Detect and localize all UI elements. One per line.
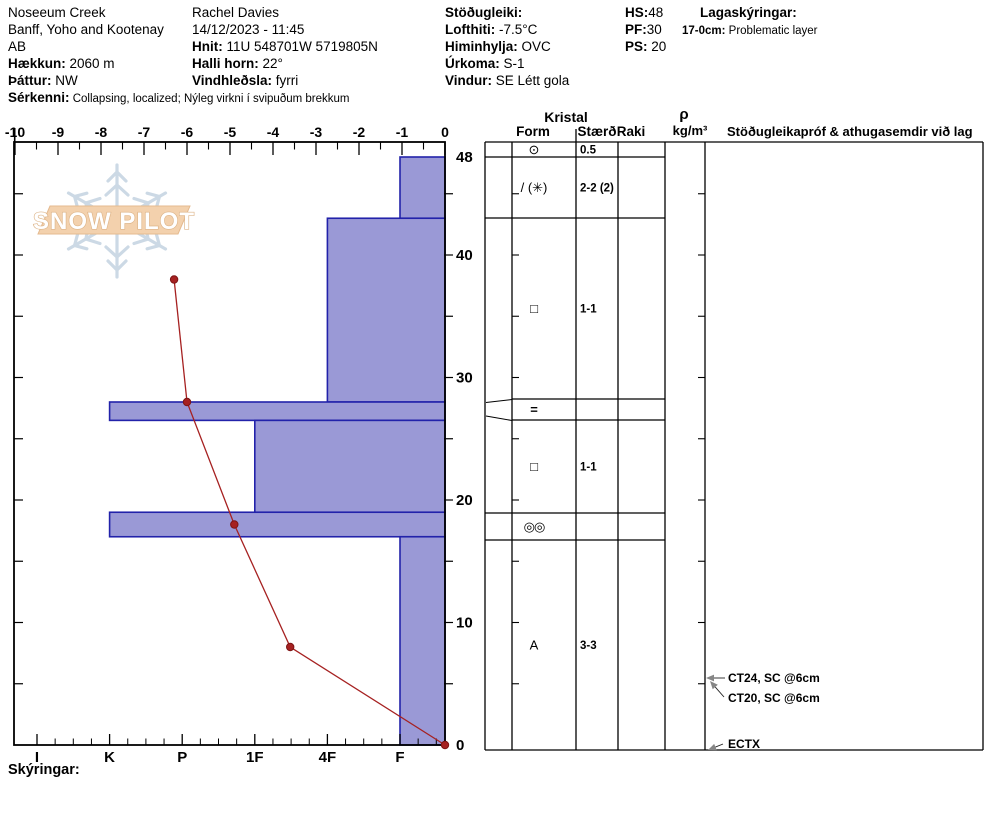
- header-field: [445, 38, 551, 55]
- hardness-tick-label: P: [177, 749, 188, 766]
- header-field-value: 2060 m: [65, 56, 115, 71]
- grain-form-symbol: □: [530, 301, 538, 316]
- header-field: [682, 21, 818, 40]
- hardness-tick-label: F: [395, 749, 405, 766]
- grain-size: 2-2 (2): [580, 182, 614, 195]
- header-field-value: NW: [51, 73, 78, 88]
- header-field-label: Sérkenni:: [8, 90, 70, 105]
- header-field-value: fyrri: [272, 73, 299, 88]
- stability-test-label: CT20, SC @6cm: [728, 691, 820, 705]
- header-field-label: Hækkun:: [8, 56, 66, 71]
- header-field-value: 30: [646, 22, 662, 37]
- header-field: [192, 55, 283, 72]
- table-header-kristal: Kristal: [544, 109, 588, 125]
- temperature-point: [441, 741, 448, 748]
- header-field-value: Collapsing, localized; Nýleg virkni í svipuðum brekkum: [69, 93, 350, 105]
- height-tick-label: 40: [456, 247, 473, 264]
- flare-line-bottom: [486, 416, 512, 421]
- grain-form-symbol: ⊙: [528, 142, 540, 157]
- temperature-point: [287, 643, 294, 650]
- grain-form-symbol: =: [530, 402, 538, 417]
- header-field-value: S-1: [499, 56, 525, 71]
- layer-bar-3: [255, 420, 445, 512]
- header-field: [8, 38, 26, 55]
- table-header-staerd: Stærð: [577, 124, 617, 139]
- layer-bar-2: [110, 402, 445, 420]
- layer-bar-1: [327, 218, 445, 402]
- grain-size: 1-1: [580, 461, 597, 474]
- header-field-value: Noseeum Creek: [8, 5, 106, 20]
- temp-tick-label: -3: [309, 124, 323, 140]
- header-field-value: 20: [647, 39, 667, 54]
- temp-tick-label: -10: [4, 124, 26, 140]
- hardness-tick-label: 1F: [246, 749, 264, 766]
- annotation-line: [715, 744, 723, 747]
- header-field: [445, 72, 569, 89]
- annotation-arrowhead: [706, 675, 714, 682]
- hardness-tick-label: 4F: [318, 749, 337, 766]
- temp-tick-label: -2: [352, 124, 366, 140]
- temp-tick-label: -1: [395, 124, 409, 140]
- temp-tick-label: -4: [266, 124, 280, 140]
- height-tick-label: 0: [456, 737, 465, 754]
- header-field-label: Himinhylja:: [445, 39, 518, 54]
- layer-bar-0: [400, 157, 445, 218]
- header-field: [445, 55, 525, 72]
- temp-tick-label: -6: [180, 124, 194, 140]
- header-field-value: -7.5°C: [495, 22, 538, 37]
- header-field-value: Rachel Davies: [192, 5, 280, 20]
- height-tick-label: 30: [456, 369, 473, 387]
- header-field-label: Lofthiti:: [445, 22, 496, 37]
- header-field-label: Stöðugleiki:: [445, 5, 523, 20]
- header-field-label: Hnit:: [192, 39, 223, 54]
- header-field-label: Lagaskýringar:: [700, 5, 797, 20]
- header-field-label: Vindur:: [445, 73, 492, 88]
- temp-tick-label: -7: [137, 124, 151, 140]
- header-field-value: AB: [8, 39, 27, 54]
- grain-form-symbol: □: [530, 459, 538, 474]
- grain-size: 3-3: [580, 640, 597, 652]
- header-field: [192, 38, 378, 55]
- header-field-label: Úrkoma:: [445, 56, 500, 71]
- header-field-label: Þáttur:: [8, 73, 52, 88]
- grain-size: 1-1: [580, 303, 597, 316]
- header-field-value: 22°: [258, 56, 283, 71]
- header-field: [625, 4, 663, 21]
- header-field: [8, 21, 164, 38]
- temperature-point: [183, 398, 190, 405]
- header-field-value: OVC: [517, 39, 551, 54]
- grain-form-symbol: / (✳): [520, 180, 548, 195]
- grain-form-symbol: ◎◎: [523, 519, 545, 534]
- grain-size: 0.5: [580, 144, 596, 157]
- header-field-value: Banff, Yoho and Kootenay: [8, 22, 164, 37]
- layer-bar-5: [400, 537, 445, 745]
- header-field: [625, 38, 666, 55]
- header-field: [445, 4, 522, 21]
- table-header-rho: ρ: [679, 106, 689, 123]
- header-field: [8, 4, 106, 21]
- hardness-tick-label: I: [34, 749, 40, 766]
- watermark-text: SNOW PILOT: [33, 208, 195, 235]
- header-field-value: 14/12/2023 - 11:45: [192, 22, 305, 37]
- header-field-label: 17-0cm:: [682, 25, 726, 37]
- height-tick-label: 48: [456, 149, 473, 166]
- header-field-value: SE Létt gola: [492, 73, 570, 88]
- header-field: [192, 72, 298, 89]
- height-tick-label: 10: [456, 614, 473, 632]
- header-field: [625, 21, 662, 38]
- temp-tick-label: -8: [94, 124, 108, 140]
- table-header-raki: Raki: [616, 124, 646, 139]
- snowpilot-watermark: [33, 165, 195, 277]
- hardness-tick-label: K: [104, 749, 116, 766]
- temperature-point: [231, 521, 238, 528]
- grain-form-symbol: A: [529, 637, 539, 653]
- header-field: [8, 55, 115, 72]
- skyringar-label: Skýringar:: [8, 762, 80, 778]
- header-field-label: HS:: [625, 5, 649, 20]
- header-field: [8, 72, 78, 89]
- header-field: [8, 89, 349, 108]
- annotation-arrowhead: [708, 744, 717, 750]
- layer-bar-4: [110, 512, 445, 537]
- header-field: [445, 21, 537, 38]
- temperature-point: [170, 276, 177, 283]
- header-field: [700, 4, 797, 21]
- temp-tick-label: -9: [51, 124, 65, 140]
- header-field-value: Problematic layer: [725, 25, 818, 37]
- table-header-form: Form: [516, 124, 550, 139]
- annotation-line: [715, 687, 724, 697]
- header-field: [192, 21, 304, 38]
- header-field-label: Halli horn:: [192, 56, 259, 71]
- temp-tick-label: -5: [223, 124, 237, 140]
- table-header-stability: Stöðugleikapróf & athugasemdir við lag: [727, 124, 973, 139]
- header-field-value: 48: [648, 5, 664, 20]
- header-field-label: PS:: [625, 39, 648, 54]
- stability-test-label: CT24, SC @6cm: [728, 671, 820, 685]
- stability-test-label: ECTX: [728, 737, 761, 751]
- header-field-value: 11U 548701W 5719805N: [222, 39, 378, 54]
- table-header-rho-unit: kg/m³: [672, 123, 708, 138]
- header-field-label: Vindhleðsla:: [192, 73, 273, 88]
- flare-line-top: [486, 400, 512, 403]
- temp-tick-label: 0: [441, 124, 449, 140]
- header-field-label: PF:: [625, 22, 647, 37]
- height-tick-label: 20: [456, 492, 473, 509]
- header-field: [192, 4, 279, 21]
